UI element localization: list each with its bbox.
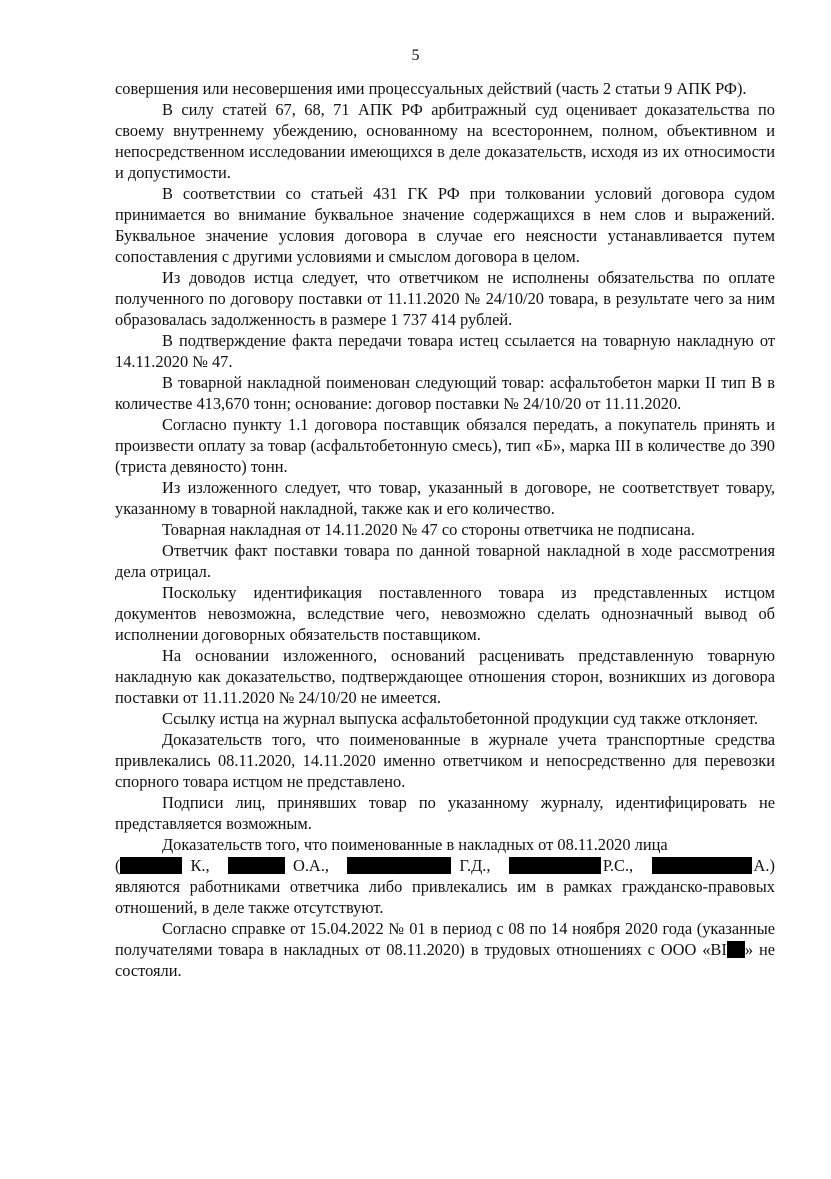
paragraph-10: Ответчик факт поставки товара по данной товарной накладной в ходе рассмотрения дела отрицал. [115, 541, 775, 581]
paragraph-14: Доказательств того, что поименованные в журнале учета транспортные средства привлекались 08.11.2020, 14.11.2020 именно ответчиком и непосредственно для перевозки спорного товара истцом не представлено. [115, 730, 775, 791]
paragraph-2: В силу статей 67, 68, 71 АПК РФ арбитражный суд оценивает доказательства по своему внутреннему убеждению, основанному на всестороннем, полном, объективном и непосредственном исследовании имеющихся в деле доказательств, исходя из их относимости и допустимости. [115, 100, 775, 182]
paragraph-4: Из доводов истца следует, что ответчиком не исполнены обязательства по оплате полученного по договору поставки от 11.11.2020 № 24/10/20 товара, в результате чего за ним образовалась задолженность в размере 1 737 414 рублей. [115, 268, 775, 329]
paragraph-11: Поскольку идентификация поставленного товара из представленных истцом документов невозможна, вследствие чего, невозможно сделать однозначный вывод об исполнении договорных обязательств поставщиком. [115, 583, 775, 644]
redaction-bar [509, 857, 601, 874]
paragraph-15: Подписи лиц, принявших товар по указанному журналу, идентифицировать не представляется возможным. [115, 793, 775, 833]
paragraph-1: совершения или несовершения ими процессуальных действий (часть 2 статьи 9 АПК РФ). [115, 79, 747, 98]
redaction-bar [120, 857, 182, 874]
redaction-bar [347, 857, 451, 874]
paragraph-8: Из изложенного следует, что товар, указанный в договоре, не соответствует товару, указанному в товарной накладной, также как и его количество. [115, 478, 775, 518]
redacted-name-1: ( К., [115, 856, 210, 875]
redacted-name-3: Г.Д., [347, 855, 490, 876]
page-number: 5 [411, 47, 420, 64]
document-body [115, 78, 775, 981]
redaction-bar [727, 941, 745, 958]
redaction-bar [652, 857, 752, 874]
paragraph-7: Согласно пункту 1.1 договора поставщик обязался передать, а покупатель принять и произвести оплату за товар (асфальтобетонную смесь), тип «Б», марка III в количестве до 390 (триста девяносто) тонн. [115, 415, 775, 476]
paragraph-5: В подтверждение факта передачи товара истец ссылается на товарную накладную от 14.11.2020 № 47. [115, 331, 775, 371]
redacted-name-5: А.) [652, 855, 775, 876]
redacted-names-line [115, 855, 775, 876]
paragraph-6: В товарной накладной поименован следующий товар: асфальтобетон марки II тип В в количестве 413,670 тонн; основание: договор поставки № 24/10/20 от 11.11.2020. [115, 373, 775, 413]
paragraph-13: Ссылку истца на журнал выпуска асфальтобетонной продукции суд также отклоняет. [162, 709, 758, 728]
paragraph-3: В соответствии со статьей 431 ГК РФ при толковании условий договора судом принимается во внимание буквальное значение содержащихся в нем слов и выражений. Буквальное значение условия договора в случае его неясности устанавливается путем сопоставления с другими условиями и смыслом договора в целом. [115, 184, 775, 266]
redacted-paragraph [115, 834, 775, 918]
paragraph-9: Товарная накладная от 14.11.2020 № 47 со стороны ответчика не подписана. [162, 520, 695, 539]
final-paragraph: Согласно справке от 15.04.2022 № 01 в период с 08 по 14 ноября 2020 года (указанные получателями товара в накладных от 08.11.2020) в трудовых отношениях с ООО «ВI » не состояли. [115, 919, 776, 980]
redacted-paragraph-rest: являются работниками ответчика либо привлекались им в рамках гражданско-правовых отношений, в деле также отсутствуют. [115, 877, 775, 917]
redacted-name-2: О.А., [228, 855, 329, 876]
redacted-paragraph-line1: Доказательств того, что поименованные в накладных от 08.11.2020 лица [162, 835, 668, 854]
paragraph-12: На основании изложенного, оснований расценивать представленную товарную накладную как доказательство, подтверждающее отношения сторон, возникших из договора поставки от 11.11.2020 № 24/10/20 не имеется. [115, 646, 775, 707]
redacted-name-4: Р.С., [509, 855, 633, 876]
redaction-bar [228, 857, 285, 874]
